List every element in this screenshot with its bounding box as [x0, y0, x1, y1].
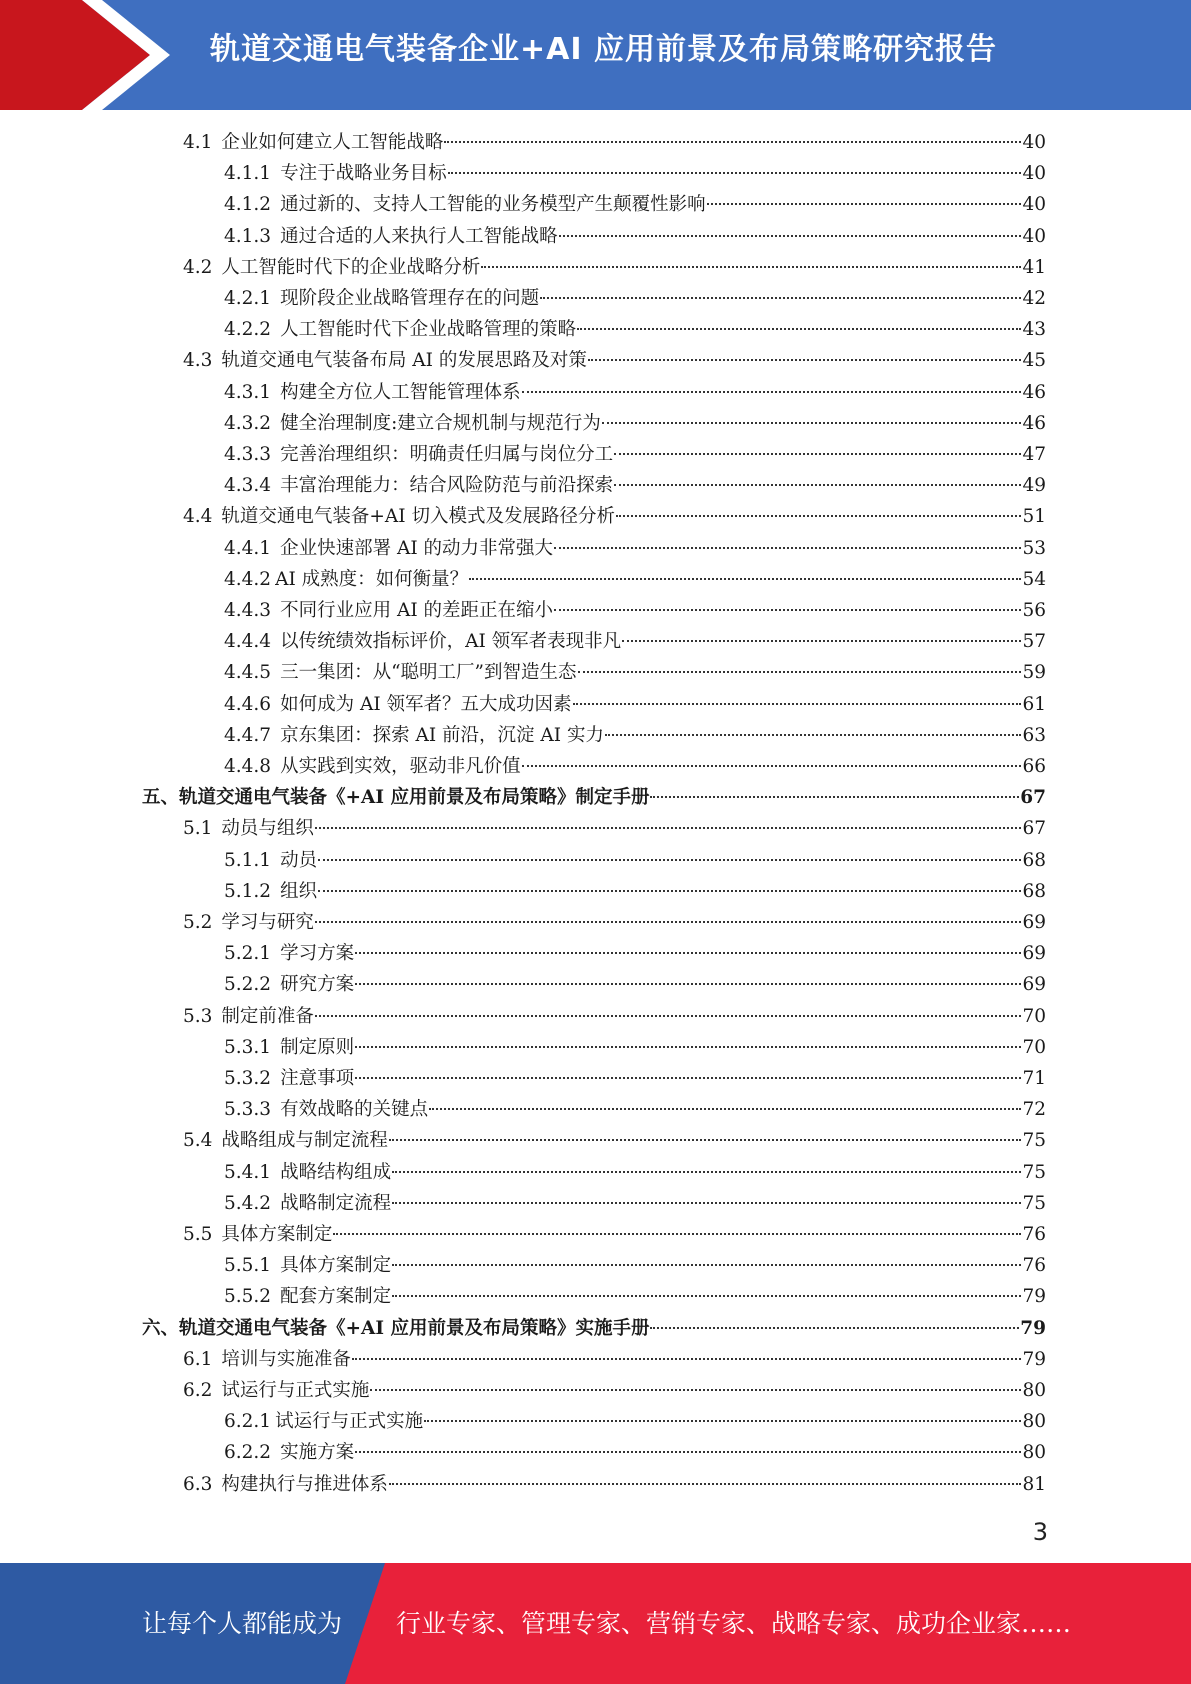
toc-entry[interactable]: [224, 314, 1046, 345]
toc-entry-label: 构建执行与推进体系: [221, 1473, 388, 1495]
toc-entry-title: [224, 876, 317, 907]
toc-entry[interactable]: [224, 189, 1046, 220]
toc-leader-dots: [650, 1326, 1019, 1329]
toc-entry-page: 79: [1022, 1348, 1046, 1370]
toc-entry-page: 43: [1022, 319, 1046, 341]
toc-leader-dots: [392, 1201, 1021, 1204]
toc-entry-number: 5.5.2: [224, 1286, 272, 1308]
toc-entry-label: 动员: [280, 849, 318, 871]
toc-entry[interactable]: [224, 845, 1046, 876]
toc-entry-number: 5.5: [183, 1224, 213, 1245]
toc-leader-dots: [389, 1138, 1022, 1141]
toc-entry-label: 具体方案制定: [221, 1224, 333, 1245]
toc-leader-dots: [392, 1263, 1021, 1266]
toc-entry-page: 70: [1022, 1005, 1046, 1027]
toc-entry-label: 制定原则: [280, 1036, 355, 1058]
toc-entry-number: 5.4.1: [224, 1161, 272, 1183]
toc-entry-title: [224, 626, 621, 657]
toc-entry[interactable]: [183, 1375, 1046, 1406]
toc-entry-title: [224, 751, 521, 782]
toc-entry-title: [224, 564, 468, 595]
footer-slogan-left: 让每个人都能成为: [142, 1609, 343, 1638]
toc-entry-title: [183, 1375, 369, 1406]
toc-entry-title: [224, 595, 553, 626]
toc-entry-title: [224, 1063, 354, 1094]
toc-leader-dots: [578, 670, 1022, 673]
toc-leader-dots: [355, 951, 1021, 954]
toc-leader-dots: [605, 733, 1022, 736]
toc-entry-label: 从实践到实效，驱动非凡价值: [280, 756, 521, 777]
toc-entry-page: 72: [1022, 1099, 1046, 1121]
toc-entry-number: 5.3.3: [224, 1099, 272, 1121]
toc-entry-label: 五、轨道交通电气装备《+AI 应用前景及布局策略》制定手册: [142, 787, 650, 809]
toc-leader-dots: [559, 234, 1022, 237]
toc-leader-dots: [522, 390, 1022, 393]
toc-entry-page: 76: [1022, 1224, 1046, 1245]
toc-entry-label: 通过合适的人来执行人工智能战略: [280, 225, 558, 247]
toc-leader-dots: [573, 702, 1022, 705]
toc-entry[interactable]: [224, 377, 1046, 408]
toc-entry[interactable]: [183, 127, 1046, 158]
toc-leader-dots: [355, 1076, 1021, 1079]
chevron-decoration: [0, 0, 200, 110]
toc-entry[interactable]: [183, 1469, 1046, 1500]
toc-entry-title: [224, 533, 553, 564]
toc-entry-number: 4.4: [183, 506, 213, 528]
toc-entry[interactable]: [224, 439, 1046, 470]
toc-entry-number: 5.3: [183, 1005, 213, 1027]
toc-entry-number: 4.3.4: [224, 475, 272, 497]
toc-entry[interactable]: [142, 782, 1046, 813]
toc-leader-dots: [614, 483, 1021, 486]
toc-entry-page: 45: [1022, 350, 1046, 372]
toc-entry-page: 53: [1022, 537, 1046, 559]
toc-entry[interactable]: [224, 626, 1046, 657]
toc-entry-number: 5.1.1: [224, 849, 272, 871]
toc-entry[interactable]: [183, 907, 1046, 938]
toc-entry-label: 人工智能时代下的企业战略分析: [221, 256, 481, 278]
toc-entry-title: [224, 283, 539, 314]
toc-entry-number: 5.1: [183, 818, 213, 840]
toc-entry-title: [224, 1437, 354, 1468]
toc-entry-page: 49: [1022, 475, 1046, 497]
toc-entry-label: 配套方案制定: [280, 1286, 392, 1308]
toc-leader-dots: [522, 764, 1022, 767]
toc-entry-page: 40: [1022, 194, 1046, 216]
toc-entry[interactable]: [224, 938, 1046, 969]
toc-entry-title: [224, 689, 572, 720]
toc-entry-number: 6.3: [183, 1473, 213, 1495]
toc-entry[interactable]: [224, 1281, 1046, 1312]
toc-entry-page: 75: [1022, 1161, 1046, 1183]
toc-entry-title: [224, 221, 558, 252]
toc-entry-page: 41: [1022, 256, 1046, 278]
toc-leader-dots: [355, 982, 1021, 985]
toc-leader-dots: [315, 826, 1022, 829]
toc-entry-title: [183, 127, 443, 158]
toc-entry-number: 5.5.1: [224, 1255, 272, 1277]
toc-entry[interactable]: [224, 751, 1046, 782]
toc-entry[interactable]: [224, 657, 1046, 688]
toc-entry-label: 试运行与正式实施: [221, 1380, 370, 1401]
toc-entry-page: 67: [1022, 818, 1046, 840]
toc-entry-label: 专注于战略业务目标: [280, 163, 447, 185]
toc-entry-label: 企业如何建立人工智能战略: [221, 132, 444, 153]
toc-entry-page: 75: [1022, 1130, 1046, 1152]
toc-entry-title: [224, 1250, 391, 1281]
toc-entry[interactable]: [224, 158, 1046, 189]
toc-entry-label: 轨道交通电气装备+AI 切入模式及发展路径分析: [221, 506, 615, 528]
toc-entry-page: 69: [1022, 943, 1046, 965]
toc-entry[interactable]: [224, 1157, 1046, 1188]
toc-entry-title: [224, 189, 706, 220]
toc-entry-number: 4.4.5: [224, 662, 272, 684]
toc-entry[interactable]: [224, 564, 1046, 595]
toc-leader-dots: [616, 514, 1021, 517]
toc-entry-title: [142, 1313, 649, 1344]
toc-entry[interactable]: [224, 533, 1046, 564]
toc-entry-title: [183, 252, 480, 283]
toc-entry-title: [224, 314, 576, 345]
toc-entry[interactable]: [183, 252, 1046, 283]
toc-entry-number: 4.2.1: [224, 288, 272, 309]
toc-leader-dots: [577, 327, 1021, 330]
toc-entry-label: 现阶段企业战略管理存在的问题: [280, 288, 540, 309]
toc-entry-label: 培训与实施准备: [221, 1348, 351, 1370]
toc-entry-number: 4.1.1: [224, 163, 272, 185]
toc-leader-dots: [315, 1014, 1022, 1017]
toc-entry-number: 4.4.4: [224, 631, 272, 653]
toc-entry-page: 40: [1022, 132, 1046, 153]
toc-entry-title: [224, 969, 354, 1000]
toc-entry-number: 4.1.3: [224, 225, 272, 247]
toc-entry-title: [183, 1344, 351, 1375]
toc-entry-number: 5.2: [183, 912, 213, 933]
toc-leader-dots: [554, 546, 1021, 549]
toc-entry-label: 轨道交通电气装备布局 AI 的发展思路及对策: [221, 350, 587, 372]
toc-entry-number: 5.3.2: [224, 1068, 272, 1089]
footer-slogan-right: 行业专家、管理专家、营销专家、战略专家、成功企业家……: [396, 1609, 1072, 1638]
toc-entry-label: 试运行与正式实施: [275, 1411, 424, 1433]
toc-leader-dots: [429, 1107, 1021, 1110]
toc-entry[interactable]: [224, 720, 1046, 751]
toc-entry[interactable]: [224, 969, 1046, 1000]
toc-entry-page: 47: [1022, 444, 1046, 465]
toc-entry-title: [183, 501, 615, 532]
toc-leader-dots: [448, 171, 1022, 174]
toc-entry-title: [183, 1219, 332, 1250]
toc-entry-label: 通过新的、支持人工智能的业务模型产生颠覆性影响: [280, 194, 706, 216]
toc-entry-number: 4.3.3: [224, 444, 272, 465]
toc-entry-label: 完善治理组织：明确责任归属与岗位分工: [280, 444, 614, 465]
toc-entry-label: 学习与研究: [221, 912, 314, 933]
toc-entry-number: 6.1: [183, 1348, 213, 1370]
toc-entry[interactable]: [224, 283, 1046, 314]
toc-entry-number: 4.4.3: [224, 600, 272, 621]
toc-entry-page: 51: [1022, 506, 1046, 528]
toc-entry-label: 注意事项: [280, 1068, 355, 1089]
toc-entry-title: [183, 1469, 388, 1500]
toc-entry-label: 人工智能时代下企业战略管理的策略: [280, 319, 577, 341]
toc-entry-page: 40: [1022, 163, 1046, 185]
toc-entry-page: 70: [1022, 1036, 1046, 1058]
toc-leader-dots: [370, 1388, 1021, 1391]
toc-entry[interactable]: [224, 1250, 1046, 1281]
page-header: [0, 0, 1191, 110]
toc-entry-page: 80: [1022, 1411, 1046, 1433]
toc-entry-label: 丰富治理能力：结合风险防范与前沿探索: [280, 475, 614, 497]
toc-entry-label: 不同行业应用 AI 的差距正在缩小: [280, 600, 554, 621]
toc-entry-label: 京东集团：探索 AI 前沿，沉淀 AI 实力: [280, 724, 604, 746]
report-title: 轨道交通电气装备企业+AI 应用前景及布局策略研究报告: [210, 32, 997, 67]
toc-entry[interactable]: [224, 1437, 1046, 1468]
toc-entry-title: [183, 1125, 388, 1156]
toc-entry-page: 68: [1022, 880, 1046, 902]
toc-entry-label: AI 成熟度：如何衡量？: [275, 568, 469, 590]
toc-entry-label: 企业快速部署 AI 的动力非常强大: [280, 537, 554, 559]
toc-entry-title: [224, 1157, 391, 1188]
toc-entry-label: 以传统绩效指标评价，AI 领军者表现非凡: [280, 631, 622, 653]
toc-entry-title: [224, 377, 521, 408]
toc-entry-page: 80: [1022, 1442, 1046, 1464]
toc-entry-title: [224, 1094, 428, 1125]
toc-entry-page: 66: [1022, 756, 1046, 777]
toc-entry-page: 68: [1022, 849, 1046, 871]
toc-entry[interactable]: [142, 1313, 1046, 1344]
toc-entry-number: 4.3.2: [224, 412, 272, 434]
toc-entry-label: 实施方案: [280, 1442, 355, 1464]
toc-entry-number: 4.2.2: [224, 319, 272, 341]
toc-entry-number: 5.1.2: [224, 880, 272, 902]
toc-entry-label: 研究方案: [280, 974, 355, 996]
toc-entry-number: 6.2.1: [224, 1411, 272, 1433]
toc-entry-number: 4.4.7: [224, 724, 272, 746]
toc-leader-dots: [355, 1045, 1021, 1048]
toc-entry-label: 战略制定流程: [280, 1192, 392, 1214]
toc-leader-dots: [602, 421, 1022, 424]
toc-entry-title: [224, 1188, 391, 1219]
toc-entry-page: 46: [1022, 412, 1046, 434]
toc-entry-number: 5.4: [183, 1130, 213, 1152]
toc-leader-dots: [392, 1170, 1021, 1173]
toc-entry-label: 三一集团：从“聪明工厂”到智造生态: [280, 662, 577, 684]
toc-entry-title: [183, 345, 587, 376]
toc-entry-label: 具体方案制定: [280, 1255, 392, 1277]
toc-entry-page: 76: [1022, 1255, 1046, 1277]
toc-entry-label: 战略结构组成: [280, 1161, 392, 1183]
toc-entry-page: 69: [1022, 974, 1046, 996]
toc-entry-page: 63: [1022, 724, 1046, 746]
toc-entry-number: 5.3.1: [224, 1036, 272, 1058]
toc-leader-dots: [424, 1419, 1021, 1422]
toc-entry-page: 59: [1022, 662, 1046, 684]
toc-entry-number: 6.2.2: [224, 1442, 272, 1464]
toc-entry[interactable]: [224, 470, 1046, 501]
toc-entry[interactable]: [224, 1094, 1046, 1125]
toc-entry-number: 4.4.6: [224, 693, 272, 715]
toc-entry[interactable]: [224, 1406, 1046, 1437]
toc-leader-dots: [622, 639, 1021, 642]
toc-entry-page: 40: [1022, 225, 1046, 247]
toc-entry-label: 如何成为 AI 领军者？五大成功因素: [280, 693, 572, 715]
toc-entry-page: 81: [1022, 1473, 1046, 1495]
toc-entry-title: [224, 657, 577, 688]
toc-entry[interactable]: [183, 1219, 1046, 1250]
toc-entry-title: [224, 158, 447, 189]
toc-entry-page: 75: [1022, 1192, 1046, 1214]
toc-entry[interactable]: [183, 501, 1046, 532]
toc-entry-label: 构建全方位人工智能管理体系: [280, 381, 521, 403]
toc-leader-dots: [540, 296, 1021, 299]
toc-leader-dots: [355, 1450, 1021, 1453]
page-number: 3: [1032, 1518, 1048, 1546]
toc-entry-number: 4.4.2: [224, 568, 272, 590]
toc-entry[interactable]: [224, 689, 1046, 720]
toc-entry-title: [224, 1032, 354, 1063]
toc-entry-number: 6.2: [183, 1380, 213, 1401]
toc-entry-title: [224, 439, 613, 470]
toc-entry-number: 5.4.2: [224, 1192, 272, 1214]
toc-entry[interactable]: [224, 876, 1046, 907]
toc-leader-dots: [318, 858, 1021, 861]
toc-entry-page: 54: [1022, 568, 1046, 590]
toc-entry-page: 57: [1022, 631, 1046, 653]
toc-entry-title: [183, 1001, 314, 1032]
toc-leader-dots: [469, 577, 1021, 580]
toc-entry-number: 5.2.1: [224, 943, 272, 965]
toc-entry[interactable]: [183, 1001, 1046, 1032]
toc-entry-number: 4.2: [183, 256, 213, 278]
toc-entry-label: 动员与组织: [221, 818, 314, 840]
toc-entry-title: [224, 1406, 423, 1437]
toc-leader-dots: [650, 795, 1019, 798]
toc-leader-dots: [707, 202, 1022, 205]
toc-entry-label: 健全治理制度:建立合规机制与规范行为: [280, 412, 601, 434]
toc-leader-dots: [333, 1232, 1021, 1235]
toc-entry-page: 69: [1022, 912, 1046, 933]
toc-entry-title: [183, 813, 314, 844]
toc-entry[interactable]: [224, 1188, 1046, 1219]
toc-entry[interactable]: [224, 595, 1046, 626]
toc-entry-number: 4.1.2: [224, 194, 272, 216]
toc-entry[interactable]: [183, 813, 1046, 844]
toc-entry[interactable]: [183, 1125, 1046, 1156]
toc-leader-dots: [481, 265, 1021, 268]
toc-entry-label: 六、轨道交通电气装备《+AI 应用前景及布局策略》实施手册: [142, 1317, 650, 1339]
toc-entry-number: 4.3: [183, 350, 213, 372]
toc-leader-dots: [444, 140, 1021, 143]
toc-leader-dots: [389, 1482, 1022, 1485]
toc-entry-title: [224, 938, 354, 969]
toc-leader-dots: [352, 1357, 1022, 1360]
toc-leader-dots: [315, 920, 1022, 923]
toc-entry-page: 42: [1022, 288, 1046, 309]
toc-entry-title: [224, 720, 604, 751]
toc-entry-title: [224, 470, 613, 501]
toc-entry-number: 4.1: [183, 132, 213, 153]
toc-entry-title: [224, 845, 317, 876]
toc-entry-title: [142, 782, 649, 813]
toc-entry-page: 61: [1022, 693, 1046, 715]
toc-entry-page: 56: [1022, 600, 1046, 621]
toc-entry-page: 67: [1020, 787, 1046, 809]
toc-entry-label: 制定前准备: [221, 1005, 314, 1027]
toc-entry[interactable]: [224, 221, 1046, 252]
toc-entry-number: 5.2.2: [224, 974, 272, 996]
toc-entry-number: 4.3.1: [224, 381, 272, 403]
toc-entry[interactable]: [183, 345, 1046, 376]
toc-entry-page: 80: [1022, 1380, 1046, 1401]
toc-entry-page: 71: [1022, 1068, 1046, 1089]
toc-entry[interactable]: [224, 1063, 1046, 1094]
toc-entry-label: 有效战略的关键点: [280, 1099, 429, 1121]
toc-entry[interactable]: [183, 1344, 1046, 1375]
toc-leader-dots: [392, 1294, 1021, 1297]
toc-entry-title: [183, 907, 314, 938]
toc-entry-label: 组织: [280, 880, 318, 902]
toc-entry-page: 46: [1022, 381, 1046, 403]
toc-leader-dots: [588, 358, 1022, 361]
page-footer: [0, 1563, 1191, 1684]
toc-entry-title: [224, 1281, 391, 1312]
toc-entry[interactable]: [224, 408, 1046, 439]
toc-entry[interactable]: [224, 1032, 1046, 1063]
toc-entry-label: 学习方案: [280, 943, 355, 965]
toc-entry-page: 79: [1020, 1317, 1046, 1339]
toc-entry-label: 战略组成与制定流程: [221, 1130, 388, 1152]
toc-leader-dots: [318, 889, 1021, 892]
toc-entry-title: [224, 408, 601, 439]
toc-entry-number: 4.4.1: [224, 537, 272, 559]
toc-entry-number: 4.4.8: [224, 756, 272, 777]
toc-leader-dots: [614, 452, 1021, 455]
toc-entry-page: 79: [1022, 1286, 1046, 1308]
toc-leader-dots: [554, 608, 1021, 611]
